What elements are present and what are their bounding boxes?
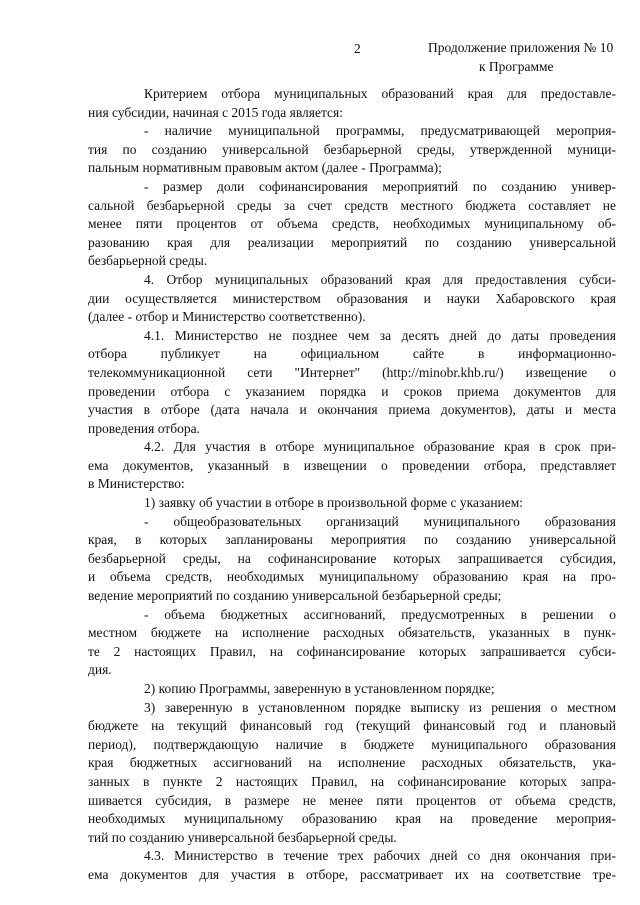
text-line: ведение мероприятий по созданию универсальной безбарьерной среды; bbox=[88, 588, 502, 604]
text-line: занных в пункте 2 настоящих Правил, на софинансирование которых запра- bbox=[88, 773, 616, 789]
text-line: 4. Отбор муниципальных образований края для предоставления субси- bbox=[144, 271, 616, 287]
text-line: разованию края для реализации мероприятий по созданию универсальной bbox=[88, 234, 616, 250]
text-line: - общеобразовательных организаций муниципального образования bbox=[144, 513, 616, 529]
text-line: отбора публикует на официальном сайте в информационно- bbox=[88, 346, 616, 362]
document-body bbox=[88, 85, 616, 885]
text-line: телекоммуникационной сети "Интернет" (http://minobr.khb.ru/) извещение о bbox=[88, 364, 616, 380]
text-line: (далее - отбор и Министерство соответственно). bbox=[88, 309, 366, 325]
text-line: безбарьерной среды, на софинансирование которых запрашивается субсидия, bbox=[88, 550, 616, 566]
text-line: и объема средств, необходимых муниципальному образованию края на про- bbox=[88, 569, 616, 585]
page-number: 2 bbox=[354, 41, 361, 56]
paragraph bbox=[88, 513, 616, 606]
text-line: - наличие муниципальной программы, предусматривающей мероприя- bbox=[144, 123, 616, 139]
text-line: сальной безбарьерной среды за счет средств местного бюджета составляет не bbox=[88, 197, 616, 213]
paragraph bbox=[88, 606, 616, 680]
paragraph bbox=[88, 178, 616, 271]
text-line: - объема бюджетных ассигнований, предусмотренных в решении о bbox=[144, 606, 616, 622]
text-line: 4.3. Министерство в течение трех рабочих дней со дня окончания при- bbox=[144, 848, 616, 864]
text-line: пальным нормативным правовым актом (далее - Программа); bbox=[88, 160, 442, 176]
text-line: те 2 настоящих Правил, на софинансирование которых запрашивается субси- bbox=[88, 643, 616, 659]
paragraph bbox=[88, 699, 616, 848]
text-line: проведении отбора с указанием порядка и сроков приема документов для bbox=[88, 383, 616, 399]
paragraph bbox=[88, 327, 616, 439]
text-line: тия по созданию универсальной безбарьерной среды, утвержденной муници- bbox=[88, 141, 616, 157]
text-line: период), подтверждающую наличие в бюджете муниципального образования bbox=[88, 736, 616, 752]
text-line: шивается субсидия, в размере не менее пяти процентов от объема средств, bbox=[88, 792, 616, 808]
text-line: дии осуществляется министерством образования и науки Хабаровского края bbox=[88, 290, 616, 306]
text-line: 2) копию Программы, заверенную в установленном порядке; bbox=[144, 681, 495, 696]
text-line: тий по созданию универсальной безбарьерной среды. bbox=[88, 829, 397, 845]
text-line: 3) заверенную в установленном порядке выписку из решения о местном bbox=[144, 699, 616, 715]
text-line: ния субсидии, начиная с 2015 года является: bbox=[88, 104, 343, 120]
paragraph bbox=[88, 85, 616, 122]
appendix-note bbox=[428, 38, 618, 76]
paragraph bbox=[88, 271, 616, 327]
text-line: дия. bbox=[88, 662, 112, 678]
text-line: 1) заявку об участии в отборе в произвольной форме с указанием: bbox=[144, 495, 524, 511]
text-line: края бюджетных ассигнований на исполнение расходных обязательств, ука- bbox=[88, 755, 616, 771]
text-line: необходимых муниципальному образованию края на проведение мероприя- bbox=[88, 811, 616, 827]
text-line: бюджете на текущий финансовый год (текущий финансовый год и плановый bbox=[88, 718, 616, 734]
text-line: края, в которых запланированы мероприятия по созданию универсальной bbox=[88, 532, 616, 548]
text-line: в Министерство: bbox=[88, 476, 185, 492]
text-line: ема документов для участия в отборе, рассматривает их на соответствие тре- bbox=[88, 866, 616, 882]
text-line: 4.1. Министерство не позднее чем за десять дней до даты проведения bbox=[144, 327, 616, 343]
text-line: проведения отбора. bbox=[88, 420, 200, 436]
appendix-note-line: к Программе bbox=[479, 59, 554, 74]
text-line: местном бюджете на исполнение расходных обязательств, указанных в пунк- bbox=[88, 625, 616, 641]
text-line: участия в отборе (дата начала и окончания приема документов), даты и места bbox=[88, 402, 616, 418]
paragraph bbox=[88, 122, 616, 178]
text-line: 4.2. Для участия в отборе муниципальное образование края в срок при- bbox=[144, 439, 616, 455]
paragraph bbox=[88, 847, 616, 884]
paragraph bbox=[88, 680, 616, 699]
text-line: менее пяти процентов от объема средств, необходимых муниципальному об- bbox=[88, 216, 616, 232]
text-line: - размер доли софинансирования мероприятий по созданию универ- bbox=[144, 178, 616, 194]
appendix-note-line: Продолжение приложения № 10 bbox=[428, 40, 614, 55]
text-line: Критерием отбора муниципальных образований края для предоставле- bbox=[144, 86, 616, 101]
text-line: безбарьерной среды. bbox=[88, 253, 208, 269]
paragraph bbox=[88, 438, 616, 494]
text-line: ема документов, указанный в извещении о проведении отбора, представляет bbox=[88, 457, 616, 473]
paragraph bbox=[88, 494, 616, 513]
